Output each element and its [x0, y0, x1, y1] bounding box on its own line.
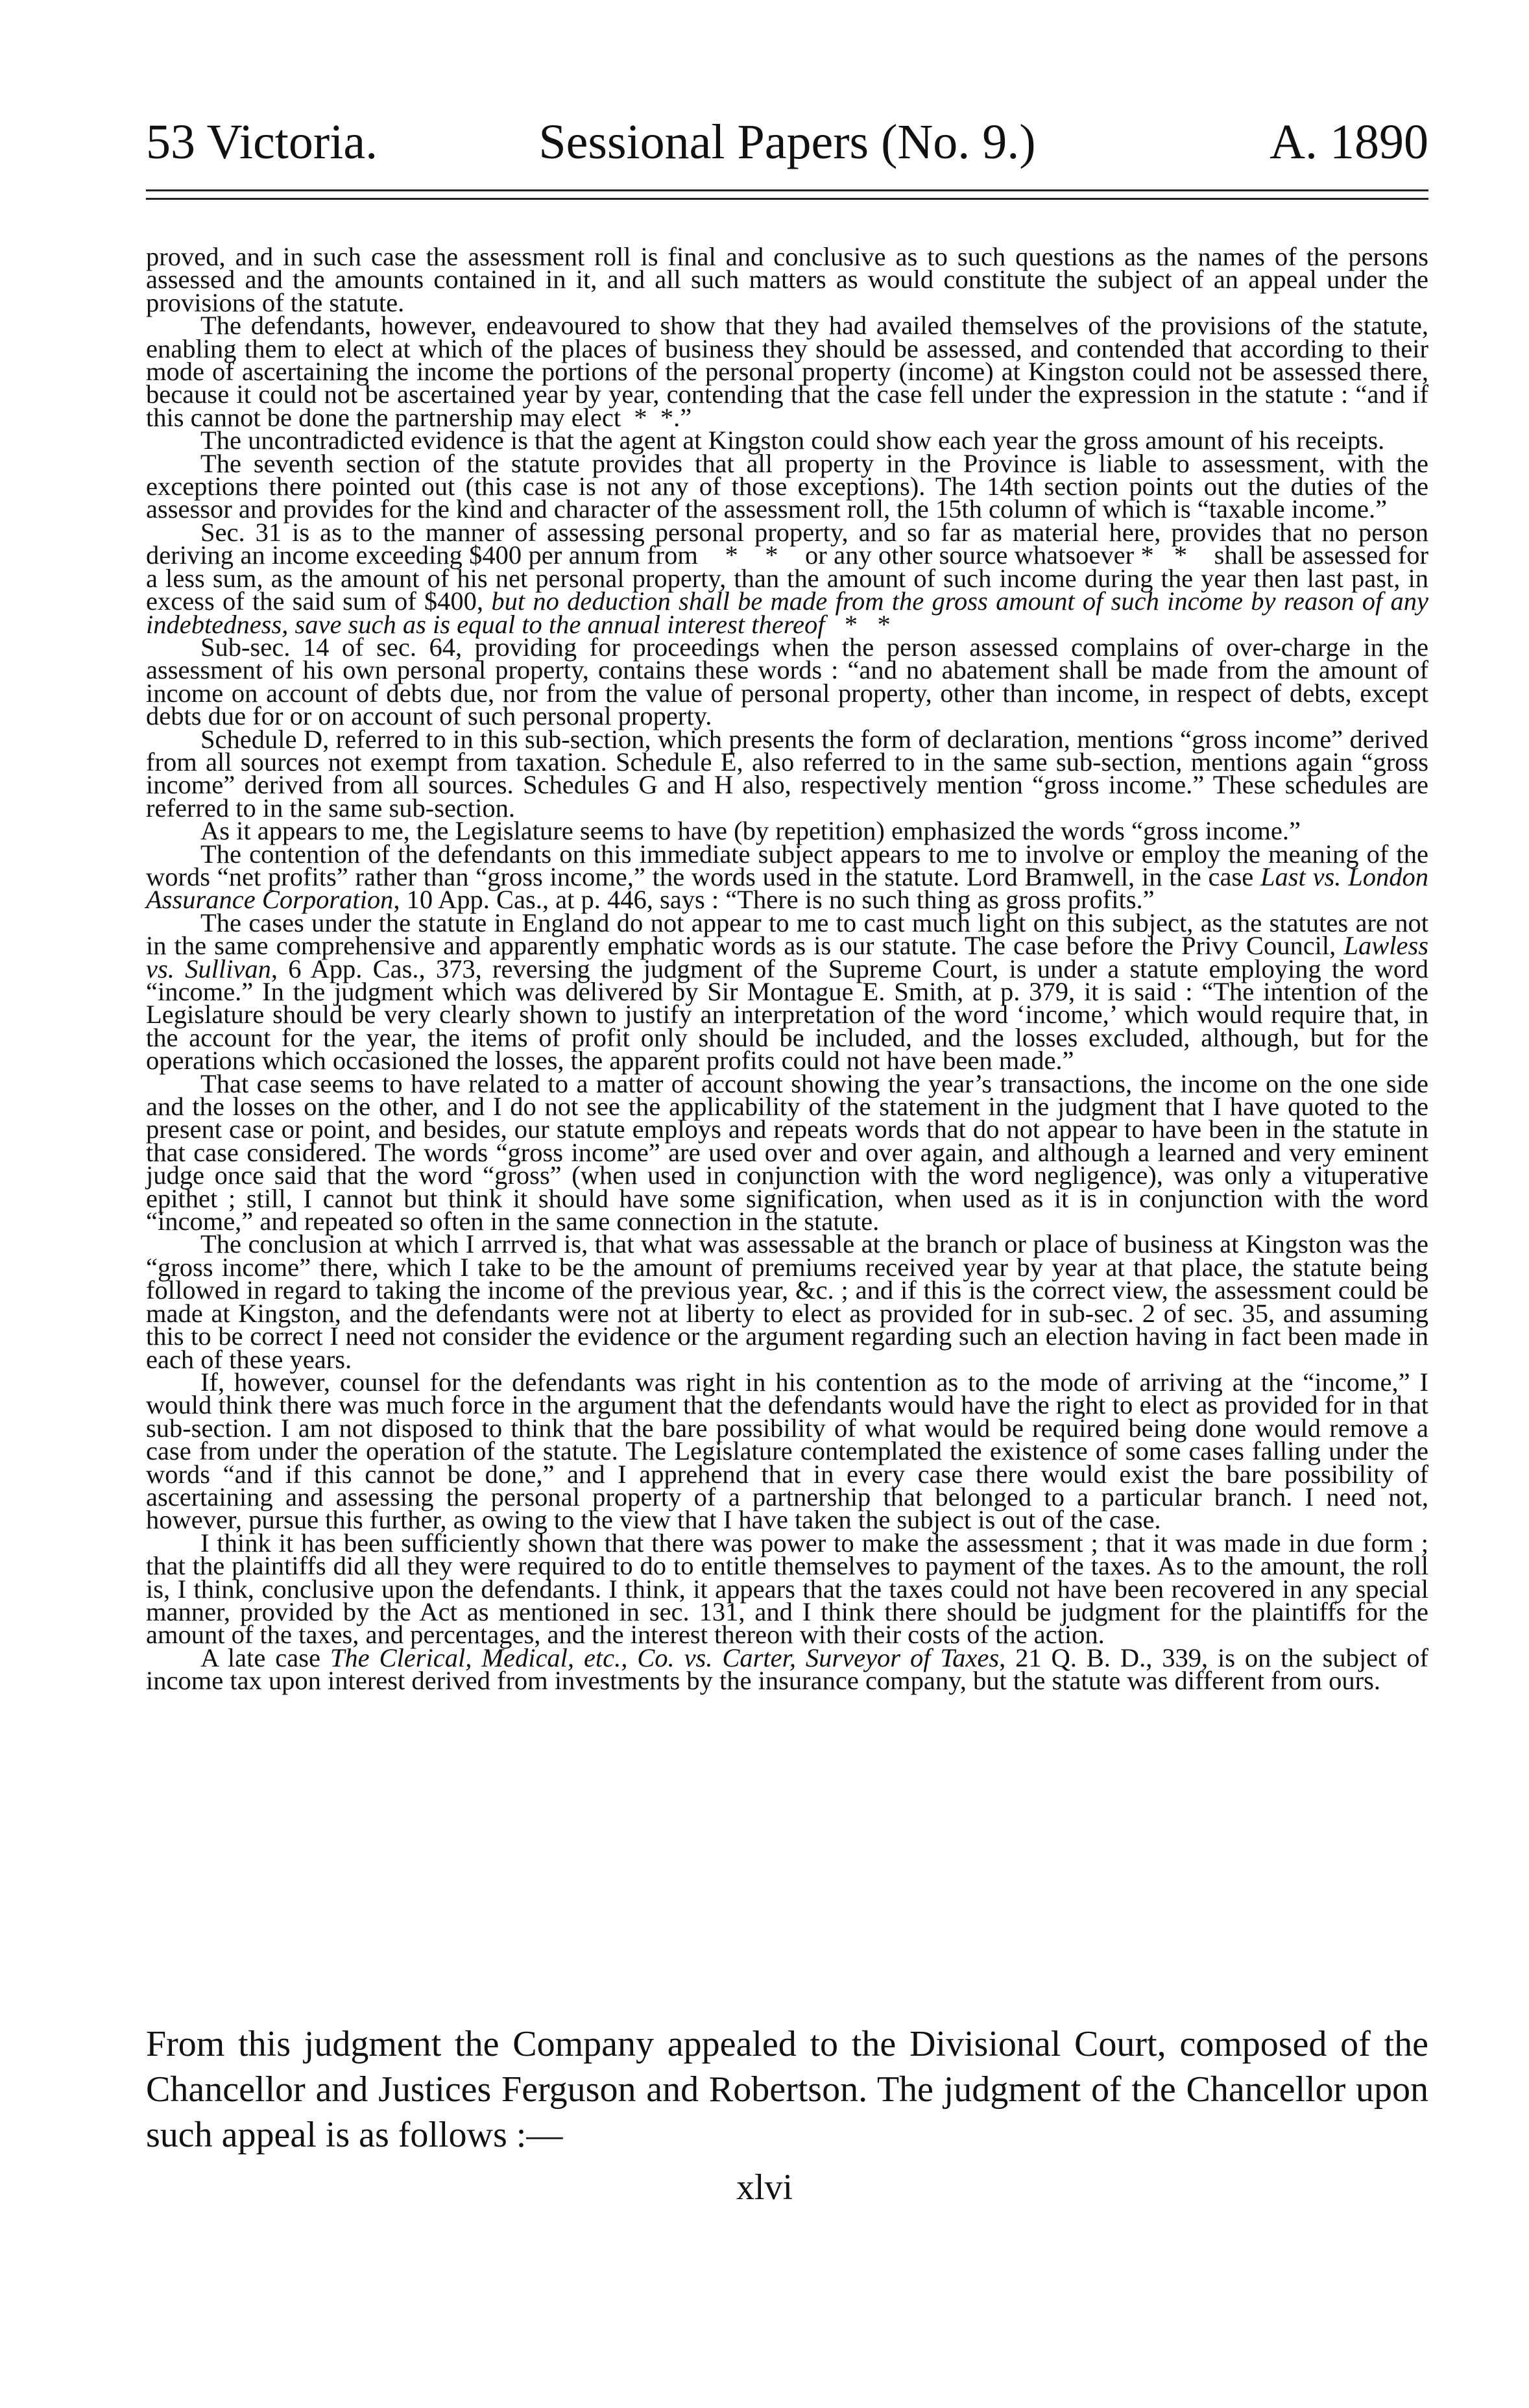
body-paragraph: A late case The Clerical, Medical, etc., Co. vs. Carter, Surveyor of Taxes, 21 Q. B. D., 339, is on the subject of income tax upon interest derived from investments by the insurance company, but the statute was different from ours.: [146, 1643, 1428, 1696]
body-paragraph: As it appears to me, the Legislature seems to have (by repetition) emphasized the words “gross income.”: [200, 816, 1301, 846]
body-paragraph: Sec. 31 is as to the manner of assessing personal property, and so far as material here, provides that no person deriving an income exceeding $400 per annum from * * or any other source whatsoever * * shall be assessed for a less sum, as the amount of his net personal property, than the amount of such income during the year then last past, in excess of the said sum of $400, but no deduction shall be made from the gross amount of such income by reason of any indebtedness, save such as is equal to the annual interest thereof * *: [146, 517, 1428, 639]
body-paragraph: I think it has been sufficiently shown that there was power to make the assessment ; that it was made in due form ; that the plaintiffs did all they were required to do to entitle themselves to payment of the taxes. As to the amount, the roll is, I think, conclusive upon the defendants. I think, it appears that the taxes could not have been recovered in any special manner, provided by the Act as mentioned in sec. 131, and I think there should be judgment for the plaintiffs for the amount of the taxes, and percentages, and the interest thereon with their costs of the action.: [146, 1528, 1428, 1650]
page-folio: xlvi: [736, 2167, 793, 2208]
body-paragraph: The uncontradicted evidence is that the agent at Kingston could show each year the gross amount of his receipts.: [200, 426, 1385, 455]
header-title: Sessional Papers (No. 9.): [538, 115, 1036, 169]
body-paragraph: Schedule D, referred to in this sub-section, which presents the form of declaration, mentions “gross income” derived from all sources not exempt from taxation. Schedule E, also referred to in the same sub-section, mentions again “gross income” derived from all sources. Schedules G and H also, respectively mention “gross income.” These schedules are referred to in the same sub-section.: [146, 724, 1428, 823]
body-paragraph: The seventh section of the statute provides that all property in the Province is liable to assessment, with the exceptions there pointed out (this case is not any of those exceptions). The 14th section points out the duties of the assessor and provides for the kind and character of the assessment roll, the 15th column of which is “taxable income.”: [146, 448, 1428, 524]
body-paragraph: That case seems to have related to a matter of account showing the year’s transactions, the income on the one side and the losses on the other, and I do not see the applicability of the statement in the judgment that I have quoted to the present case or point, and besides, our statute employs and repeats words that do not appear to have been in the statute in that case considered. The words “gross income” are used over and over again, and although a learned and very eminent judge once said that the word “gross” (when used in conjunction with the word negligence), was only a vituperative epithet ; still, I cannot but think it should have some signification, when used as it is in conjunction with the word “income,” and repeated so often in the same connection in the statute.: [146, 1068, 1428, 1236]
closing-paragraph: From this judgment the Company appealed to the Divisional Court, composed of the Chancellor and Justices Ferguson and Robertson. The judgment of the Chancellor upon such appeal is as follows :—: [146, 2024, 1428, 2155]
body-paragraph: If, however, counsel for the defendants was right in his contention as to the mode of arriving at the “income,” I would think there was much force in the argument that the defendants would have the right to elect as provided for in that sub-section. I am not disposed to think that the bare possibility of what would be required being done would remove a case from under the operation of the statute. The Legislature contemplated the existence of some cases falling under the words “and if this cannot be done,” and I apprehend that in every case there would exist the bare possibility of ascertaining and assessing the personal property of a partnership that belonged to a particular branch. I need not, however, pursue this further, as owing to the view that I have taken the subject is out of the case.: [146, 1367, 1428, 1535]
header-rule-top: [146, 189, 1428, 191]
body-paragraph: The cases under the statute in England do not appear to me to cast much light on this subject, as the statutes are not in the same comprehensive and apparently emphatic words as is our statute. The case before the Privy Council, Lawless vs. Sullivan, 6 App. Cas., 373, reversing the judgment of the Supreme Court, is under a statute employing the word “income.” In the judgment which was delivered by Sir Montague E. Smith, at p. 379, it is said : “The intention of the Legislature should be very clearly shown to justify an interpretation of the word ‘income,’ which would require that, in the account for the year, the items of profit only should be included, and the losses excluded, although, but for the operations which occasioned the losses, the apparent profits could not have been made.”: [146, 908, 1428, 1076]
body-paragraph: The defendants, however, endeavoured to show that they had availed themselves of the provisions of the statute, enabling them to elect at which of the places of business they should be assessed, and contended that according to their mode of ascertaining the income the portions of the personal property (income) at Kingston could not be assessed there, because it could not be ascertained year by year, contending that the case fell under the expression in the statute : “and if this cannot be done the partnership may elect * *.”: [146, 311, 1428, 432]
header-rule-bottom: [146, 198, 1428, 200]
body-paragraph: The contention of the defendants on this immediate subject appears to me to involve or employ the meaning of the words “net profits” rather than “gross income,” the words used in the statute. Lord Bramwell, in the case Last vs. London Assurance Corporation, 10 App. Cas., at p. 446, says : “There is no such thing as gross profits.”: [146, 839, 1428, 915]
body-paragraph: Sub-sec. 14 of sec. 64, providing for proceedings when the person assessed complains of over-charge in the assessment of his own personal property, contains these words : “and no abatement shall be made from the amount of income on account of debts due, nor from the value of personal property, other than income, in respect of debts, except debts due for or on account of such personal property.: [146, 632, 1428, 731]
body-paragraph: proved, and in such case the assessment roll is final and conclusive as to such questions as the names of the persons assessed and the amounts contained in it, and all such matters as would constitute the subject of an appeal under the provisions of the statute.: [146, 242, 1428, 317]
running-header: [146, 0, 1428, 182]
header-year: A. 1890: [1270, 115, 1428, 169]
body-text: [146, 242, 1428, 1696]
body-paragraph: The conclusion at which I arrrved is, that what was assessable at the branch or place of business at Kingston was the “gross income” there, which I take to be the amount of premiums received year by year at that place, the statute being followed in regard to taking the income of the previous year, &c. ; and if this is the correct view, the assessment could be made at Kingston, and the defendants were not at liberty to elect as provided for in sub-sec. 2 of sec. 35, and assuming this to be correct I need not consider the evidence or the argument regarding such an election having in fact been made in each of these years.: [146, 1229, 1428, 1374]
header-volume: 53 Victoria.: [146, 115, 378, 169]
